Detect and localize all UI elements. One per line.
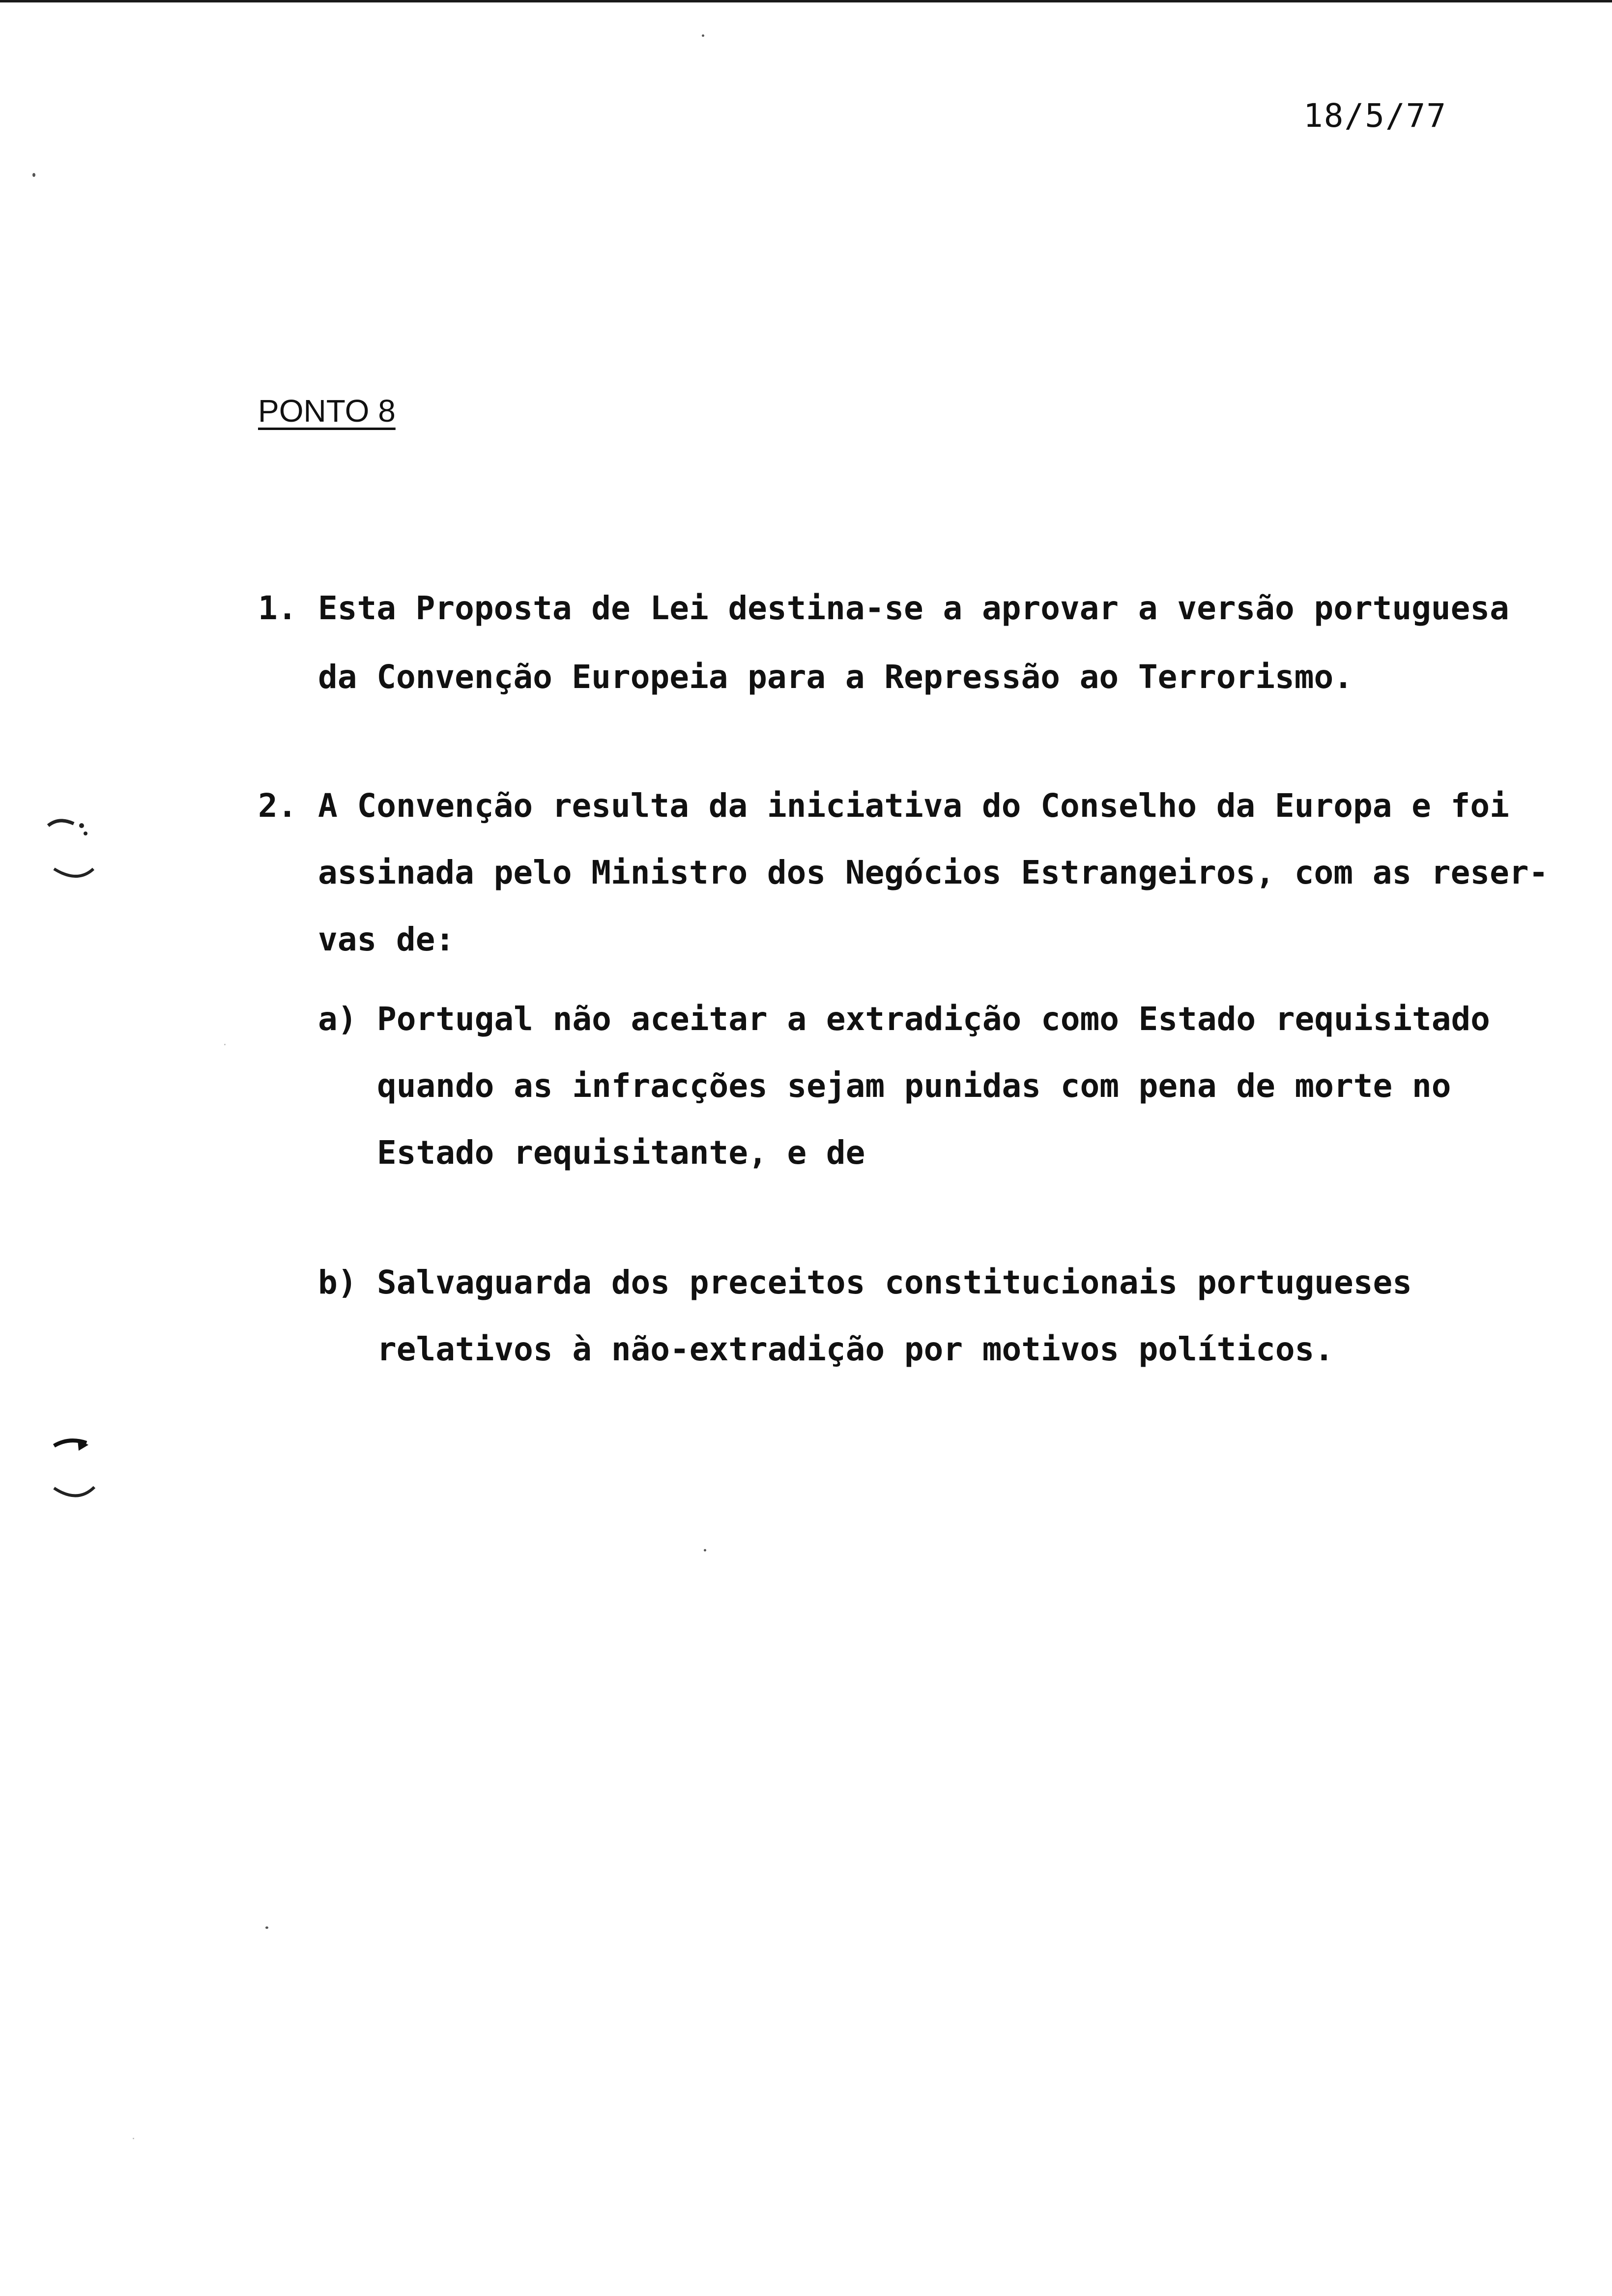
subitem-b-letter: b)	[318, 1263, 357, 1301]
subitem-a-line-2: quando as infracções sejam punidas com pena de morte no	[377, 1067, 1451, 1105]
top-edge-line	[0, 0, 1612, 2]
subitem-a-letter: a)	[318, 1000, 357, 1038]
section-heading: PONTO 8	[258, 393, 396, 429]
speck	[265, 1926, 268, 1929]
speck	[133, 2138, 134, 2139]
subitem-a-line-1: Portugal não aceitar a extradição como Estado requisitado	[377, 1000, 1490, 1038]
item-1-line-1: Esta Proposta de Lei destina-se a aprovar a versão portuguesa	[318, 589, 1509, 627]
speck	[702, 34, 704, 37]
item-2-line-2: assinada pelo Ministro dos Negócios Estrangeiros, com as reser-	[318, 854, 1549, 891]
speck	[704, 1549, 706, 1551]
item-1-line-2: da Convenção Europeia para a Repressão ao Terrorismo.	[318, 658, 1353, 696]
speck	[224, 1044, 226, 1045]
item-2-line-1: A Convenção resulta da iniciativa do Conselho da Europa e foi	[318, 787, 1509, 825]
subitem-a-line-3: Estado requisitante, e de	[377, 1134, 865, 1172]
subitem-b-line-1: Salvaguarda dos preceitos constitucionais portugueses	[377, 1263, 1412, 1301]
speck	[32, 173, 35, 177]
binder-hole-mark-top	[39, 806, 108, 894]
subitem-b-line-2: relativos à não-extradição por motivos políticos.	[377, 1330, 1334, 1368]
item-1-number: 1.	[258, 589, 297, 627]
item-2-line-3: vas de:	[318, 920, 455, 958]
document-date: 18/5/77	[1303, 97, 1447, 135]
binder-hole-mark-bottom	[39, 1425, 108, 1514]
item-2-number: 2.	[258, 787, 297, 825]
